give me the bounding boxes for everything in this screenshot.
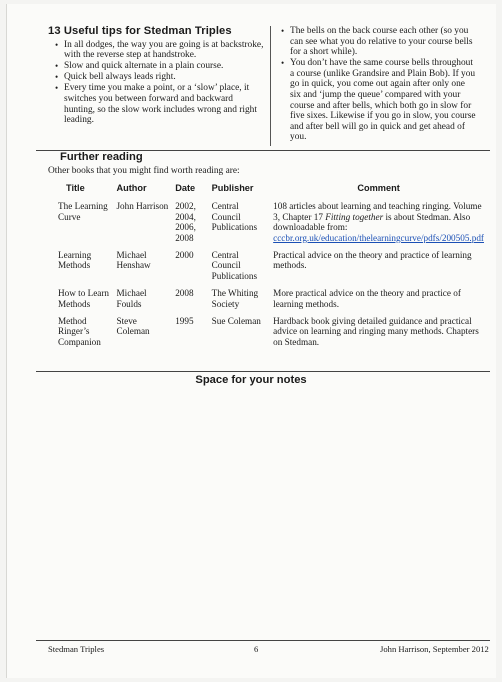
tip-item: • Quick bell always leads right. xyxy=(54,72,266,83)
table-header-row xyxy=(58,183,488,201)
notes-heading: Space for your notes xyxy=(195,374,307,386)
column-divider xyxy=(270,26,271,146)
book-publisher: Sue Coleman xyxy=(211,316,261,327)
book-publisher: Central Council Publications xyxy=(211,250,258,281)
footer-document-title: Stedman Triples xyxy=(48,644,105,654)
comment-chapter-title: Fitting together xyxy=(325,211,384,222)
book-date: 2002, 2004, 2006, 2008 xyxy=(175,201,196,243)
footer-page-number: 6 xyxy=(254,644,259,654)
book-title: Learning Methods xyxy=(58,250,92,271)
tip-item: • In all dodges, the way you are going is at backstroke, with the reverse step at handstroke. xyxy=(54,40,266,61)
book-comment xyxy=(269,201,488,250)
book-author: Steve Coleman xyxy=(116,316,150,337)
tips-list-right xyxy=(280,26,476,143)
header-comment: Comment xyxy=(357,183,400,193)
book-date: 2008 xyxy=(175,288,194,299)
book-publisher: Central Council Publications xyxy=(211,201,258,233)
comment-text: 108 articles about learning and teaching ringing. Volume 3, Chapter 17 xyxy=(273,201,482,222)
tip-item: • The bells on the back course each other (so you can see what you do relative to your course bells for a short while). xyxy=(280,26,476,58)
tips-heading: 13 Useful tips for Stedman Triples xyxy=(48,25,232,37)
tips-list-left xyxy=(48,40,266,126)
book-title: Method Ringer’s Companion xyxy=(58,316,101,347)
tip-item: • You don’t have the same course bells throughout a course (unlike Grandsire and Plain Bob). If you go in quick, you come out again after only one six and ‘jump the queue’ compared with your course and after bells, which both go in slow for five sixes. Likewise if you go in slow, you course and after bell will go in quick and get ahead of you. xyxy=(280,58,476,143)
comment-text: is about Stedman. Also downloadable from: xyxy=(273,211,471,233)
book-author: Michael Foulds xyxy=(116,288,147,309)
section-divider xyxy=(36,371,490,372)
book-title: The Learning Curve xyxy=(58,201,108,222)
header-publisher: Publisher xyxy=(211,183,254,193)
table-row xyxy=(58,288,488,316)
table-row xyxy=(58,250,488,288)
header-author: Author xyxy=(116,183,147,193)
book-author: John Harrison xyxy=(116,201,169,212)
footer-author-date: John Harrison, September 2012 xyxy=(380,644,489,654)
book-date: 2000 xyxy=(175,250,194,261)
header-date: Date xyxy=(175,183,196,193)
tips-right-column xyxy=(280,26,476,144)
book-comment: Practical advice on the theory and practice of learning methods. xyxy=(273,250,472,271)
tip-item: • Every time you make a point, or a ‘slow’ place, it switches you between forward and backward hunting, so the slow work includes wrong and right leading. xyxy=(54,83,266,125)
book-title: How to Learn Methods xyxy=(58,288,110,309)
table-row xyxy=(58,201,488,250)
tip-item: • Slow and quick alternate in a plain course. xyxy=(54,61,266,72)
book-publisher: The Whiting Society xyxy=(211,288,259,309)
footer-divider xyxy=(36,640,490,641)
table-row xyxy=(58,316,488,354)
further-reading-heading: Further reading xyxy=(60,151,143,163)
reading-table xyxy=(58,183,488,354)
book-comment: Hardback book giving detailed guidance and practical advice on learning and ringing many methods. Chapters on Stedman. xyxy=(273,316,479,347)
download-link[interactable]: cccbr.org.uk/education/thelearningcurve/pdfs/200505.pdf xyxy=(273,232,484,243)
book-author: Michael Henshaw xyxy=(116,250,151,271)
book-comment: More practical advice on the theory and practice of learning methods. xyxy=(273,288,461,309)
book-date: 1995 xyxy=(175,316,194,327)
further-reading-intro: Other books that you might find worth reading are: xyxy=(48,166,240,176)
header-title: Title xyxy=(66,183,85,193)
tips-section xyxy=(48,26,266,126)
